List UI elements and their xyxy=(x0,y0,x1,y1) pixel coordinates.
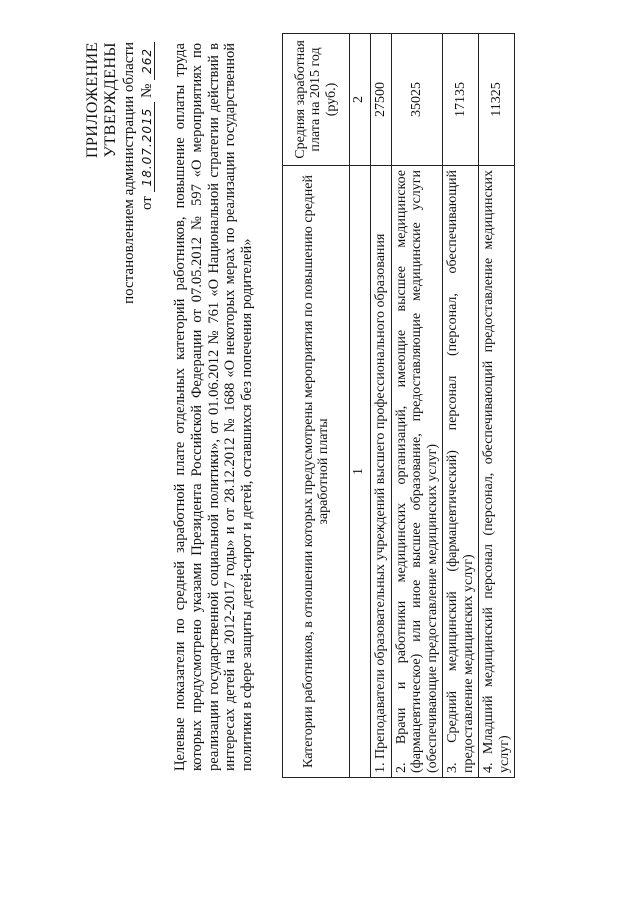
salary-column-header: Средняя заработная плата на 2015 год (руб.) xyxy=(283,34,350,166)
salary-cell: 27500 xyxy=(371,34,392,166)
decree-text: постановлением администрации области xyxy=(121,42,137,304)
category-column-header: Категории работников, в отношении которых предусмотрены мероприятия по повышению средней заработной платы xyxy=(283,165,350,777)
category-cell: 4. Младший медицинский персонал (персонал, обеспечивающий предоставление медицинских услуг) xyxy=(479,165,515,777)
column-number-1: 1 xyxy=(350,165,371,777)
date-prefix: от xyxy=(139,196,155,211)
document-heading: Целевые показатели по средней заработной плате отдельных категорий работников, повышение оплаты труда которых предусмотрено указами Президента Российской Федерации от 07.05.2012 № 597 «О мероприятиях по реализации государственной социальной политики», от 01.06.2012 № 761 «О Национальной стратегии действий в интересах детей на 2012-2017 годы» и от 28.12.2012 № 1688 «О некоторых мерах по реализации государственной политики в сфере защиты детей-сирот и детей, оставшихся без попечения родителей» xyxy=(172,43,256,771)
category-cell: 2. Врачи и работники медицинских организаций, имеющие высшее медицинское (фармацевтическое) или иное высшее образование, предоставляющие медицинские услуги (обеспечивающие предоставление медицинских услуг) xyxy=(391,165,443,777)
table-row xyxy=(479,34,515,778)
column-number-row xyxy=(350,34,371,778)
table-row xyxy=(391,34,443,778)
appendix-text: ПРИЛОЖЕНИЕ xyxy=(84,42,101,159)
column-number-2: 2 xyxy=(350,34,371,166)
table-row xyxy=(371,34,392,778)
approved-label xyxy=(102,42,120,157)
salary-table xyxy=(282,33,515,778)
decree-date-line xyxy=(139,42,156,210)
table-header-row xyxy=(283,34,350,778)
table-row xyxy=(443,34,479,778)
salary-cell: 35025 xyxy=(391,34,443,166)
handwritten-date: 18.07.2015 xyxy=(140,102,155,193)
handwritten-number: 262 xyxy=(140,42,155,80)
number-sign: № xyxy=(139,83,155,98)
category-cell: 3. Средний медицинский (фармацевтический) персонал (персонал, обеспечивающий предоставление медицинских услуг) xyxy=(443,165,479,777)
approved-text: УТВЕРЖДЕНЫ xyxy=(102,42,119,158)
category-cell: 1. Преподаватели образовательных учреждений высшего профессионального образования xyxy=(371,165,392,777)
salary-cell: 11325 xyxy=(479,34,515,166)
salary-cell: 17135 xyxy=(443,34,479,166)
decree-label xyxy=(121,42,138,304)
appendix-label xyxy=(84,42,102,158)
